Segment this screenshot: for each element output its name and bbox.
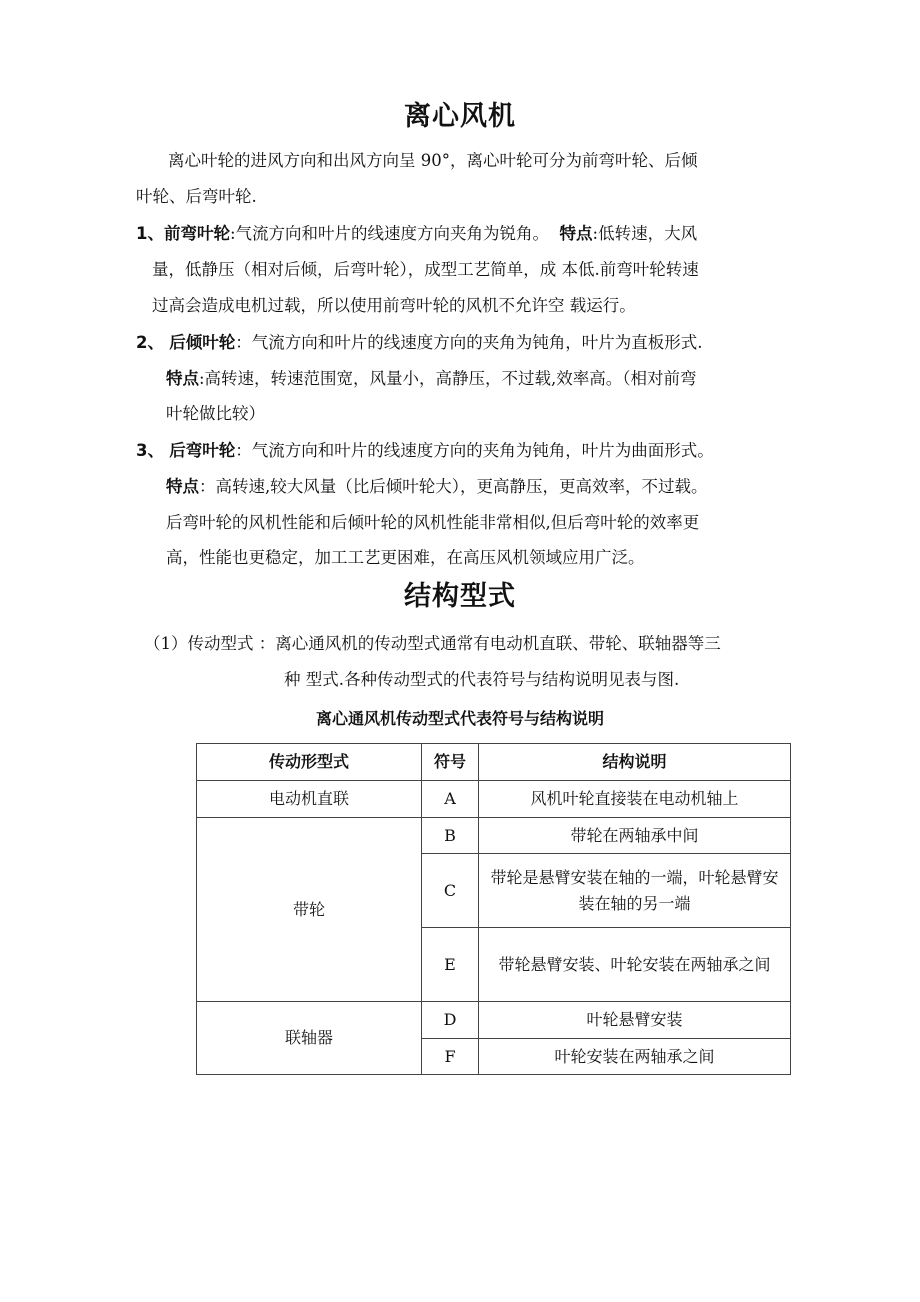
item-3-line-1 xyxy=(136,440,714,462)
item-2-line-2 xyxy=(166,368,697,390)
table-row xyxy=(197,1002,791,1039)
item-1-text-tail: :低转速，大风 xyxy=(592,224,698,243)
symbol-cell: B xyxy=(422,818,479,854)
description-cell: 叶轮悬臂安装 xyxy=(479,1002,791,1039)
table-row xyxy=(197,781,791,818)
group-direct: 电动机直联 xyxy=(197,781,422,818)
intro-line-1: 离心叶轮的进风方向和出风方向呈 90°，离心叶轮可分为前弯叶轮、后倾 xyxy=(168,151,698,170)
item-3-line-4: 高，性能也更稳定，加工工艺更困难，在高压风机领域应用广泛。 xyxy=(166,548,645,567)
transmission-line-1: （1）传动型式 ：离心通风机的传动型式通常有电动机直联、带轮、联轴器等三 xyxy=(144,634,721,653)
table-row xyxy=(197,818,791,854)
item-1-line-2: 量，低静压（相对后倾，后弯叶轮），成型工艺简单，成 本低.前弯叶轮转速 xyxy=(152,260,699,279)
header-symbol: 符号 xyxy=(422,744,479,781)
item-1-number: 1、 xyxy=(136,224,164,243)
description-cell: 带轮是悬臂安装在轴的一端，叶轮悬臂安装在轴的另一端 xyxy=(479,854,791,928)
item-3-heading: 后弯叶轮 xyxy=(169,441,236,460)
item-1-line-1 xyxy=(136,223,697,245)
item-3-number: 3、 xyxy=(136,441,164,460)
page-title: 离心风机 xyxy=(404,101,516,132)
description-cell: 叶轮安装在两轴承之间 xyxy=(479,1039,791,1075)
item-1-feature-label: 特点 xyxy=(559,224,593,243)
item-2-line-3: 叶轮做比较） xyxy=(166,404,265,423)
symbol-cell: F xyxy=(422,1039,479,1075)
item-3-feature-text: ：高转速,较大风量（比后倾叶轮大），更高静压，更高效率，不过载。 xyxy=(199,477,708,496)
symbol-cell: C xyxy=(422,854,479,928)
transmission-line-2: 种 型式.各种传动型式的代表符号与结构说明见表与图. xyxy=(284,670,680,689)
item-3-line-3: 后弯叶轮的风机性能和后倾叶轮的风机性能非常相似,但后弯叶轮的效率更 xyxy=(166,513,700,532)
header-type: 传动形型式 xyxy=(197,744,422,781)
transmission-table xyxy=(196,743,791,1075)
item-3-feature-label: 特点 xyxy=(166,477,199,496)
item-2-feature-text: :高转速，转速范围宽，风量小，高静压，不过载,效率高。（相对前弯 xyxy=(199,369,697,388)
item-1-text: :气流方向和叶片的线速度方向夹角为锐角。 xyxy=(229,224,550,243)
description-cell: 风机叶轮直接装在电动机轴上 xyxy=(479,781,791,818)
group-belt: 带轮 xyxy=(197,818,422,1002)
table-header-row xyxy=(197,744,791,781)
item-3-line-2 xyxy=(166,476,708,498)
intro-line-2: 叶轮、后弯叶轮. xyxy=(136,187,257,206)
item-2-feature-label: 特点 xyxy=(166,369,199,388)
description-cell: 带轮在两轴承中间 xyxy=(479,818,791,854)
group-coupling: 联轴器 xyxy=(197,1002,422,1075)
table-caption: 离心通风机传动型式代表符号与结构说明 xyxy=(315,709,604,728)
item-2-line-1 xyxy=(136,332,702,354)
symbol-cell: A xyxy=(422,781,479,818)
item-2-number: 2、 xyxy=(136,333,164,352)
item-2-text: ：气流方向和叶片的线速度方向的夹角为钝角，叶片为直板形式. xyxy=(235,333,703,352)
description-cell: 带轮悬臂安装、叶轮安装在两轴承之间 xyxy=(479,928,791,1002)
item-2-heading: 后倾叶轮 xyxy=(169,333,236,352)
symbol-cell: E xyxy=(422,928,479,1002)
section-title: 结构型式 xyxy=(404,581,516,612)
symbol-cell: D xyxy=(422,1002,479,1039)
item-3-text: ：气流方向和叶片的线速度方向的夹角为钝角，叶片为曲面形式。 xyxy=(235,441,714,460)
header-description: 结构说明 xyxy=(479,744,791,781)
item-1-line-3: 过高会造成电机过载，所以使用前弯叶轮的风机不允许空 载运行。 xyxy=(152,296,636,315)
item-1-heading: 前弯叶轮 xyxy=(163,224,230,243)
